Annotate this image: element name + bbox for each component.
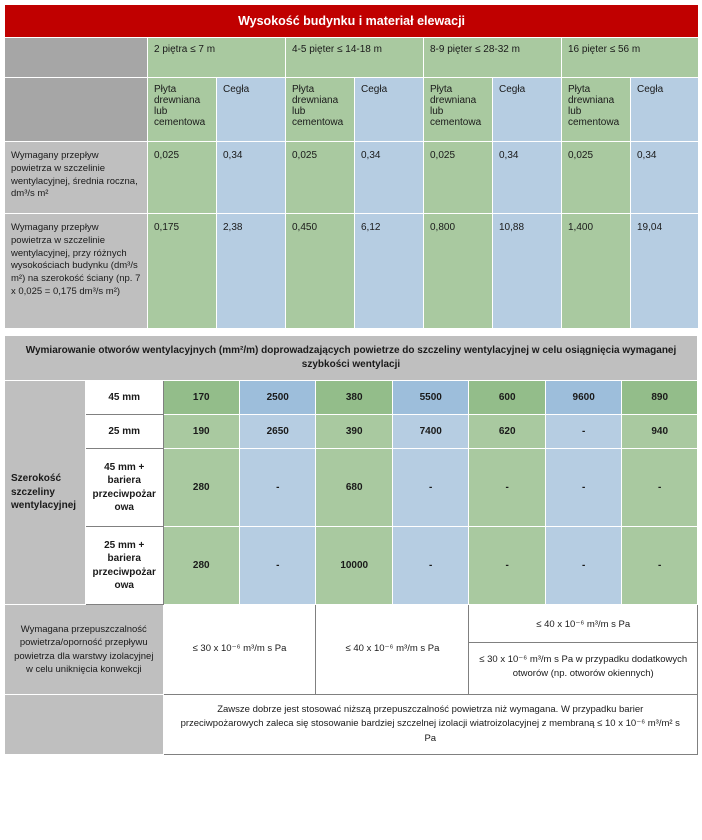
table-section-1	[4, 4, 699, 329]
cell-airflow-height-6: 10,88	[493, 214, 562, 329]
footer-label: Wymagana przepuszczalność powietrza/oporność przepływu powietrza dla warstwy izolacyjnej w celu uniknięcia konwekcji	[5, 605, 164, 695]
corner-cell	[5, 38, 148, 78]
footer-note: Zawsze dobrze jest stosować niższą przepuszczalność powietrza niż wymagana. W przypadku barier przeciwpożarowych zaleca się stosowanie bardziej szczelnej izolacji wiatroizolacyjnej z membraną ≤ 10 x 10⁻⁶ m³/m² s Pa	[163, 695, 697, 755]
group-header-1: 2 piętra ≤ 7 m	[148, 38, 286, 78]
cell-airflow-annual-3: 0,025	[286, 142, 355, 214]
material-header-6: Cegła	[493, 78, 562, 142]
table-row	[5, 214, 699, 329]
cell-25mm-4: 7400	[392, 415, 468, 449]
sub-25mm-firebarrier: 25 mm + bariera przeciwpożarowa	[85, 527, 163, 605]
cell-45mm-6: 9600	[545, 381, 621, 415]
cell-airflow-height-3: 0,450	[286, 214, 355, 329]
group-header-4: 16 pięter ≤ 56 m	[562, 38, 699, 78]
cell-airflow-height-2: 2,38	[217, 214, 286, 329]
cell-25mm-1: 190	[163, 415, 239, 449]
cell-airflow-height-1: 0,175	[148, 214, 217, 329]
cell-45mm-fb-7: -	[622, 449, 698, 527]
table-row	[5, 381, 698, 415]
title-row	[5, 5, 699, 38]
cell-airflow-annual-7: 0,025	[562, 142, 631, 214]
cell-airflow-height-5: 0,800	[424, 214, 493, 329]
cell-45mm-2: 2500	[240, 381, 316, 415]
sub-45mm: 45 mm	[85, 381, 163, 415]
row-label-airflow-annual: Wymagany przepływ powietrza w szczelinie wentylacyjnej, średnia roczna, dm³/s m²	[5, 142, 148, 214]
material-header-3: Płyta drewniana lub cementowa	[286, 78, 355, 142]
cell-45mm-fb-6: -	[545, 449, 621, 527]
cell-45mm-fb-5: -	[469, 449, 545, 527]
cell-airflow-annual-6: 0,34	[493, 142, 562, 214]
footer-value-3-group	[469, 605, 698, 695]
cell-25mm-fb-2: -	[240, 527, 316, 605]
group-header-3: 8-9 pięter ≤ 28-32 m	[424, 38, 562, 78]
cell-45mm-4: 5500	[392, 381, 468, 415]
material-header-2: Cegła	[217, 78, 286, 142]
table-row	[5, 449, 698, 527]
cell-25mm-fb-5: -	[469, 527, 545, 605]
cell-45mm-fb-1: 280	[163, 449, 239, 527]
cell-25mm-fb-3: 10000	[316, 527, 392, 605]
material-header-7: Płyta drewniana lub cementowa	[562, 78, 631, 142]
band-row	[5, 336, 698, 381]
corner-cell-2	[5, 78, 148, 142]
page-title: Wysokość budynku i materiał elewacji	[5, 5, 699, 38]
cell-25mm-2: 2650	[240, 415, 316, 449]
cell-airflow-annual-4: 0,34	[355, 142, 424, 214]
footer-note-label	[5, 695, 164, 755]
cell-airflow-annual-8: 0,34	[631, 142, 699, 214]
table-section-2	[4, 335, 698, 755]
table-row	[5, 415, 698, 449]
cell-25mm-fb-6: -	[545, 527, 621, 605]
material-header-row	[5, 78, 699, 142]
cell-airflow-annual-2: 0,34	[217, 142, 286, 214]
footer-value-3: ≤ 40 x 10⁻⁶ m³/m s Pa	[469, 608, 697, 643]
cell-25mm-5: 620	[469, 415, 545, 449]
group-header-row	[5, 38, 699, 78]
cell-45mm-3: 380	[316, 381, 392, 415]
row-label-airflow-height: Wymagany przepływ powietrza w szczelinie wentylacyjnej, przy różnych wysokościach budynku (dm³/s m²) na szerokość ściany (np. 7 x 0,025 = 0,175 dm³/s m²)	[5, 214, 148, 329]
material-header-5: Płyta drewniana lub cementowa	[424, 78, 493, 142]
table-row	[5, 142, 699, 214]
group-header-2: 4-5 pięter ≤ 14-18 m	[286, 38, 424, 78]
cell-airflow-height-8: 19,04	[631, 214, 699, 329]
cell-airflow-height-7: 1,400	[562, 214, 631, 329]
cell-45mm-1: 170	[163, 381, 239, 415]
cell-25mm-3: 390	[316, 415, 392, 449]
cell-airflow-annual-1: 0,025	[148, 142, 217, 214]
section2-band-text: Wymiarowanie otworów wentylacyjnych (mm²/m) doprowadzających powietrze do szczeliny wentylacyjnej w celu osiągnięcia wymaganej szybkości wentylacji	[5, 336, 698, 381]
cell-45mm-7: 890	[622, 381, 698, 415]
cell-45mm-fb-4: -	[392, 449, 468, 527]
cell-45mm-fb-2: -	[240, 449, 316, 527]
material-header-1: Płyta drewniana lub cementowa	[148, 78, 217, 142]
material-header-8: Cegła	[631, 78, 699, 142]
footer-note-row	[5, 695, 698, 755]
material-header-4: Cegła	[355, 78, 424, 142]
cell-45mm-fb-3: 680	[316, 449, 392, 527]
table-row	[5, 527, 698, 605]
footer-value-2: ≤ 40 x 10⁻⁶ m³/m s Pa	[316, 605, 469, 695]
sub-25mm: 25 mm	[85, 415, 163, 449]
category-gap-width: Szerokość szczeliny wentylacyjnej	[5, 381, 86, 605]
cell-airflow-annual-5: 0,025	[424, 142, 493, 214]
footer-value-1: ≤ 30 x 10⁻⁶ m³/m s Pa	[163, 605, 316, 695]
footer-row	[5, 605, 698, 695]
footer-value-4: ≤ 30 x 10⁻⁶ m³/m s Pa w przypadku dodatkowych otworów (np. otworów okiennych)	[479, 653, 688, 680]
cell-25mm-fb-4: -	[392, 527, 468, 605]
cell-45mm-5: 600	[469, 381, 545, 415]
cell-airflow-height-4: 6,12	[355, 214, 424, 329]
sub-45mm-firebarrier: 45 mm + bariera przeciwpożarowa	[85, 449, 163, 527]
cell-25mm-fb-7: -	[622, 527, 698, 605]
cell-25mm-6: -	[545, 415, 621, 449]
cell-25mm-fb-1: 280	[163, 527, 239, 605]
cell-25mm-7: 940	[622, 415, 698, 449]
